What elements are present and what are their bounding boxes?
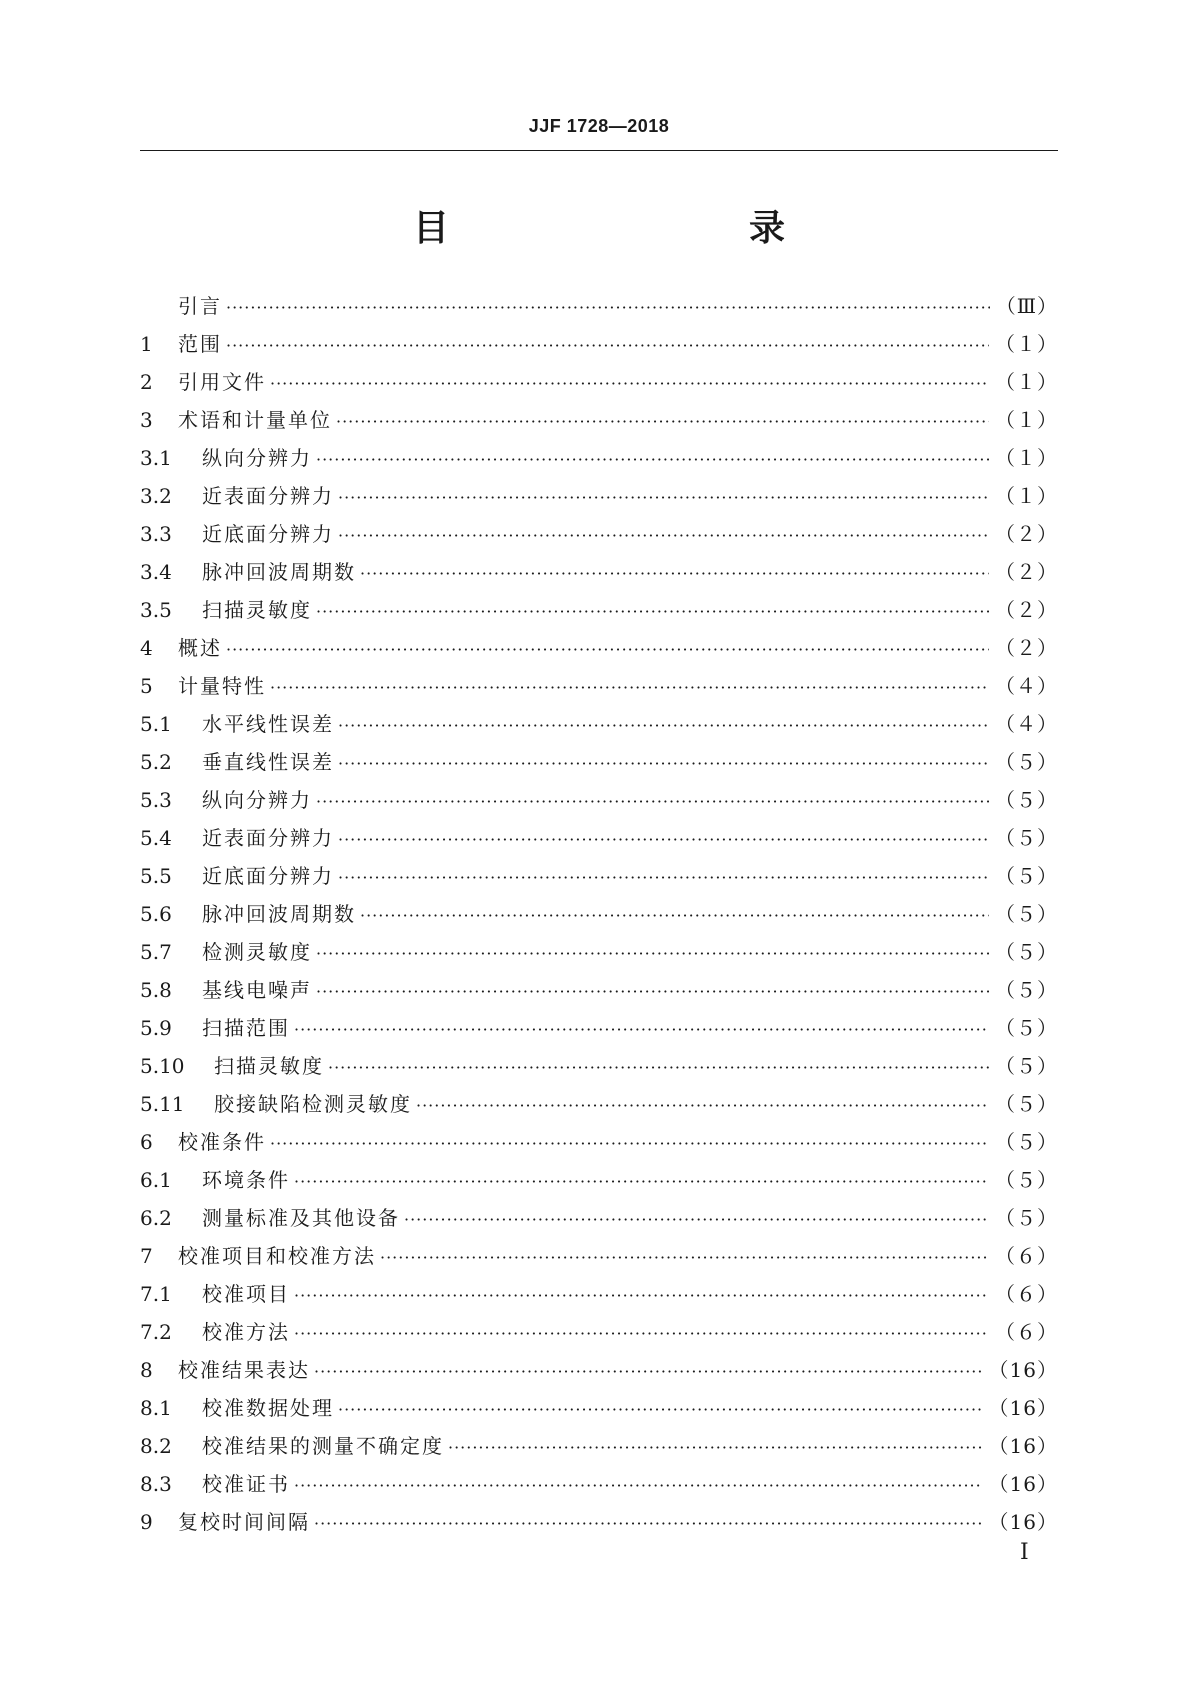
dot-leader	[226, 631, 989, 669]
dot-leader	[226, 327, 989, 365]
entry-number: 5.5	[140, 864, 172, 888]
entry-page: （５）	[995, 1092, 1058, 1116]
page-title: 目 录	[412, 208, 861, 249]
entry-title: 扫描范围	[202, 1016, 290, 1040]
dot-leader	[294, 1277, 989, 1315]
toc-entry[interactable]	[140, 1047, 1058, 1085]
toc-entry[interactable]	[140, 325, 1058, 363]
entry-number: 3.1	[140, 446, 172, 470]
toc-entry[interactable]	[140, 667, 1058, 705]
dot-leader	[448, 1429, 983, 1467]
entry-title: 校准方法	[202, 1320, 290, 1344]
entry-number: 8.2	[140, 1434, 172, 1458]
entry-page: （２）	[995, 598, 1058, 622]
dot-leader	[380, 1239, 989, 1277]
entry-number: 5.6	[140, 902, 172, 926]
toc-entry[interactable]	[140, 895, 1058, 933]
entry-number: 3.4	[140, 560, 172, 584]
running-header: JJF 1728—2018	[528, 116, 670, 136]
entry-title: 环境条件	[202, 1168, 290, 1192]
entry-title: 术语和计量单位	[178, 408, 332, 432]
dot-leader	[360, 897, 989, 935]
toc-entry[interactable]	[140, 553, 1058, 591]
entry-number: 7.1	[140, 1282, 172, 1306]
entry-number: 5.7	[140, 940, 172, 964]
entry-number: 9	[140, 1510, 153, 1534]
toc-entry[interactable]	[140, 287, 1058, 325]
entry-title: 校准结果的测量不确定度	[202, 1434, 444, 1458]
entry-number: 8.1	[140, 1396, 172, 1420]
entry-title: 校准数据处理	[202, 1396, 334, 1420]
dot-leader	[328, 1049, 989, 1087]
entry-number: 5.1	[140, 712, 172, 736]
entry-page: （２）	[995, 636, 1058, 660]
toc-entry[interactable]	[140, 401, 1058, 439]
entry-number: 3.2	[140, 484, 172, 508]
entry-page: （２）	[995, 560, 1058, 584]
entry-page: （５）	[995, 750, 1058, 774]
toc-entry[interactable]	[140, 477, 1058, 515]
entry-page: （５）	[995, 826, 1058, 850]
dot-leader	[416, 1087, 989, 1125]
dot-leader	[270, 1125, 989, 1163]
entry-number: 5.11	[140, 1092, 185, 1116]
dot-leader	[270, 669, 989, 707]
entry-title: 测量标准及其他设备	[202, 1206, 400, 1230]
toc-entry[interactable]	[140, 439, 1058, 477]
page-folio: Ⅰ	[1020, 1540, 1029, 1565]
entry-page: （１）	[995, 446, 1058, 470]
entry-number: 7	[140, 1244, 153, 1268]
entry-page: （５）	[995, 978, 1058, 1002]
entry-page: （16）	[988, 1472, 1058, 1496]
toc-entry[interactable]	[140, 971, 1058, 1009]
entry-page: （１）	[995, 484, 1058, 508]
entry-page: （４）	[995, 674, 1058, 698]
entry-number: 7.2	[140, 1320, 172, 1344]
entry-number: 8	[140, 1358, 153, 1382]
toc-entry[interactable]	[140, 1199, 1058, 1237]
entry-page: （２）	[995, 522, 1058, 546]
dot-leader	[338, 859, 989, 897]
toc-entry[interactable]	[140, 1313, 1058, 1351]
entry-page: （５）	[995, 1168, 1058, 1192]
toc-entry[interactable]	[140, 1275, 1058, 1313]
toc-entry[interactable]	[140, 1427, 1058, 1465]
dot-leader	[226, 289, 990, 327]
entry-number: 5.4	[140, 826, 172, 850]
entry-page: （１）	[995, 370, 1058, 394]
entry-title: 引言	[178, 294, 222, 318]
entry-title: 脉冲回波周期数	[202, 560, 356, 584]
toc-entry[interactable]	[140, 1009, 1058, 1047]
toc-entry[interactable]	[140, 515, 1058, 553]
entry-title: 近底面分辨力	[202, 864, 334, 888]
dot-leader	[404, 1201, 989, 1239]
entry-page: （５）	[995, 1054, 1058, 1078]
entry-page: （Ⅲ）	[995, 294, 1058, 318]
dot-leader	[336, 403, 989, 441]
entry-page: （16）	[988, 1358, 1058, 1382]
toc-entry[interactable]	[140, 781, 1058, 819]
entry-page: （１）	[995, 408, 1058, 432]
entry-number: 5.8	[140, 978, 172, 1002]
entry-number: 8.3	[140, 1472, 172, 1496]
dot-leader	[360, 555, 989, 593]
entry-title: 胶接缺陷检测灵敏度	[214, 1092, 412, 1116]
entry-title: 脉冲回波周期数	[202, 902, 356, 926]
entry-page: （４）	[995, 712, 1058, 736]
entry-number: 3	[140, 408, 153, 432]
entry-page: （16）	[988, 1434, 1058, 1458]
toc-entry[interactable]	[140, 1161, 1058, 1199]
dot-leader	[314, 1505, 983, 1543]
entry-title: 近表面分辨力	[202, 484, 334, 508]
entry-title: 近表面分辨力	[202, 826, 334, 850]
dot-leader	[338, 745, 989, 783]
entry-title: 复校时间间隔	[178, 1510, 310, 1534]
entry-number: 1	[140, 332, 153, 356]
entry-page: （６）	[995, 1320, 1058, 1344]
entry-title: 纵向分辨力	[202, 788, 312, 812]
toc-entry[interactable]	[140, 1237, 1058, 1275]
dot-leader	[316, 593, 989, 631]
entry-number: 4	[140, 636, 153, 660]
entry-number: 5.2	[140, 750, 172, 774]
toc-entry[interactable]	[140, 1123, 1058, 1161]
toc-entry[interactable]	[140, 933, 1058, 971]
entry-title: 近底面分辨力	[202, 522, 334, 546]
toc-entry[interactable]	[140, 629, 1058, 667]
toc-entry[interactable]	[140, 819, 1058, 857]
dot-leader	[294, 1011, 989, 1049]
entry-page: （16）	[988, 1510, 1058, 1534]
entry-number: 6	[140, 1130, 153, 1154]
toc-entry[interactable]	[140, 705, 1058, 743]
entry-number: 5.9	[140, 1016, 172, 1040]
entry-title: 计量特性	[178, 674, 266, 698]
entry-title: 纵向分辨力	[202, 446, 312, 470]
dot-leader	[294, 1163, 989, 1201]
entry-title: 校准项目和校准方法	[178, 1244, 376, 1268]
entry-number: 6.1	[140, 1168, 172, 1192]
entry-title: 扫描灵敏度	[202, 598, 312, 622]
entry-title: 扫描灵敏度	[214, 1054, 324, 1078]
entry-number: 3.5	[140, 598, 172, 622]
toc-entry[interactable]	[140, 857, 1058, 895]
table-of-contents	[140, 287, 1058, 1541]
entry-number: 2	[140, 370, 153, 394]
entry-number: 5	[140, 674, 153, 698]
entry-page: （６）	[995, 1244, 1058, 1268]
entry-page: （５）	[995, 902, 1058, 926]
entry-title: 水平线性误差	[202, 712, 334, 736]
toc-entry[interactable]	[140, 743, 1058, 781]
toc-entry[interactable]	[140, 591, 1058, 629]
dot-leader	[314, 1353, 983, 1391]
toc-entry[interactable]	[140, 363, 1058, 401]
toc-entry[interactable]	[140, 1085, 1058, 1123]
dot-leader	[338, 1391, 983, 1429]
dot-leader	[316, 783, 989, 821]
entry-title: 校准证书	[202, 1472, 290, 1496]
dot-leader	[316, 973, 989, 1011]
entry-page: （16）	[988, 1396, 1058, 1420]
entry-title: 校准条件	[178, 1130, 266, 1154]
entry-number: 6.2	[140, 1206, 172, 1230]
entry-title: 垂直线性误差	[202, 750, 334, 774]
entry-title: 校准结果表达	[178, 1358, 310, 1382]
dot-leader	[338, 479, 989, 517]
dot-leader	[294, 1315, 989, 1353]
entry-page: （５）	[995, 788, 1058, 812]
entry-number: 5.10	[140, 1054, 185, 1078]
entry-title: 基线电噪声	[202, 978, 312, 1002]
entry-number: 5.3	[140, 788, 172, 812]
entry-title: 概述	[178, 636, 222, 660]
entry-page: （５）	[995, 940, 1058, 964]
toc-entry[interactable]	[140, 1389, 1058, 1427]
entry-page: （６）	[995, 1282, 1058, 1306]
entry-title: 范围	[178, 332, 222, 356]
header-rule	[140, 150, 1058, 151]
dot-leader	[294, 1467, 983, 1505]
entry-page: （１）	[995, 332, 1058, 356]
toc-entry[interactable]	[140, 1503, 1058, 1541]
dot-leader	[338, 517, 989, 555]
dot-leader	[338, 707, 989, 745]
entry-page: （５）	[995, 1016, 1058, 1040]
entry-number: 3.3	[140, 522, 172, 546]
entry-title: 引用文件	[178, 370, 266, 394]
entry-title: 检测灵敏度	[202, 940, 312, 964]
dot-leader	[316, 935, 989, 973]
toc-entry[interactable]	[140, 1351, 1058, 1389]
entry-page: （５）	[995, 1206, 1058, 1230]
dot-leader	[270, 365, 989, 403]
entry-title: 校准项目	[202, 1282, 290, 1306]
dot-leader	[338, 821, 989, 859]
dot-leader	[316, 441, 989, 479]
entry-page: （５）	[995, 864, 1058, 888]
entry-page: （５）	[995, 1130, 1058, 1154]
toc-entry[interactable]	[140, 1465, 1058, 1503]
